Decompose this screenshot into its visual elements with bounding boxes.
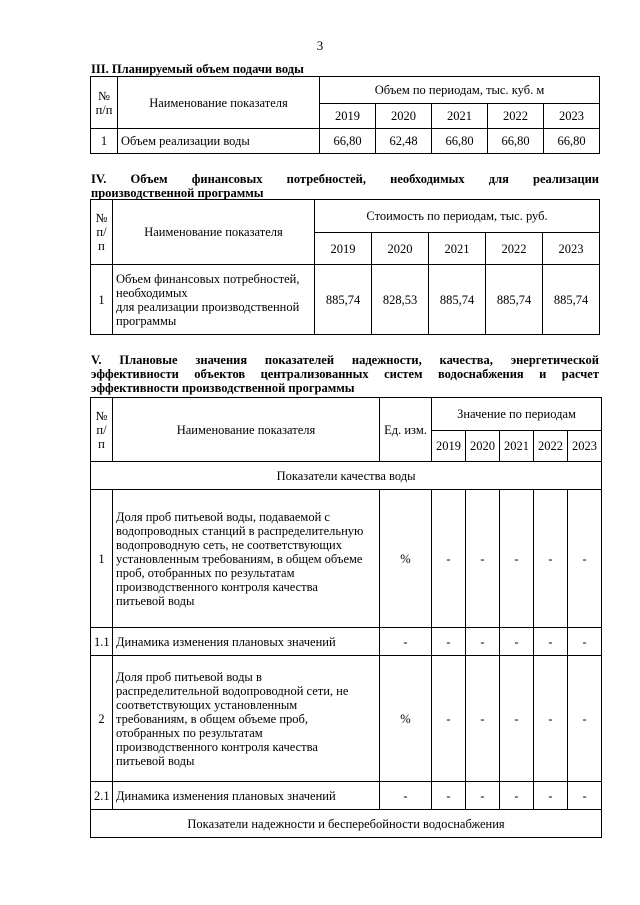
year-header: 2019 xyxy=(432,431,466,462)
row-num: 1 xyxy=(91,129,118,154)
row-value: - xyxy=(432,656,466,782)
row-name-line: водопроводных станций в распределительную xyxy=(116,523,364,538)
year-header: 2021 xyxy=(500,431,534,462)
col-num-header: № п/п xyxy=(91,200,113,265)
row-num: 1 xyxy=(91,490,113,628)
section-5-title-line: V. Плановые значения показателей надежности, качества, энергетической xyxy=(91,353,599,367)
row-name-line: установленным требованиям, в общем объеме xyxy=(116,551,363,566)
row-value: - xyxy=(568,628,602,656)
row-value: 66,80 xyxy=(544,129,600,154)
row-name xyxy=(113,265,315,335)
row-value: 885,74 xyxy=(429,265,486,335)
row-name-line: распределительной водопроводной сети, не xyxy=(116,683,349,698)
section-5-title-line: эффективности объектов централизованных систем водоснабжения и расчет xyxy=(91,367,599,381)
table-row xyxy=(91,782,602,810)
year-header: 2022 xyxy=(488,104,544,129)
col-group-header: Объем по периодам, тыс. куб. м xyxy=(320,77,600,104)
row-value: - xyxy=(500,782,534,810)
row-value: - xyxy=(432,628,466,656)
row-value: - xyxy=(534,782,568,810)
row-name-line: соответствующих установленным xyxy=(116,697,298,712)
table-water-supply xyxy=(90,76,600,154)
col-name-header: Наименование показателя xyxy=(113,398,380,462)
col-num-header: № п/п xyxy=(91,398,113,462)
section-5-title xyxy=(91,353,599,395)
row-value: - xyxy=(466,490,500,628)
row-unit: % xyxy=(380,656,432,782)
row-value: 66,80 xyxy=(432,129,488,154)
row-num: 2.1 xyxy=(91,782,113,810)
group-header-reliability: Показатели надежности и бесперебойности водоснабжения xyxy=(91,810,602,838)
year-header: 2021 xyxy=(432,104,488,129)
row-value: - xyxy=(568,656,602,782)
col-name-header: Наименование показателя xyxy=(113,200,315,265)
row-name-line: отобранных по результатам xyxy=(116,725,263,740)
col-unit-header: Ед. изм. xyxy=(380,398,432,462)
table-row xyxy=(91,656,602,782)
row-value: - xyxy=(534,490,568,628)
row-value: 885,74 xyxy=(486,265,543,335)
section-4-title-line: производственной программы xyxy=(91,186,264,200)
row-name-line: проб, отобранных по результатам xyxy=(116,565,295,580)
section-4-title-line: IV. Объем финансовых потребностей, необходимых для реализации xyxy=(91,172,599,186)
row-name: Объем реализации воды xyxy=(118,129,320,154)
row-value: - xyxy=(500,628,534,656)
row-name-line: водопроводную сеть, не соответствующих xyxy=(116,537,342,552)
year-header: 2022 xyxy=(486,233,543,265)
section-4-title xyxy=(91,172,599,200)
row-value: - xyxy=(534,628,568,656)
row-name-line: для реализации производственной xyxy=(116,299,300,314)
row-name-line: питьевой воды xyxy=(116,593,195,608)
row-name: Динамика изменения плановых значений xyxy=(113,782,380,810)
row-value: - xyxy=(500,490,534,628)
col-name-header: Наименование показателя xyxy=(118,77,320,129)
row-unit: - xyxy=(380,782,432,810)
row-name-line: питьевой воды xyxy=(116,753,195,768)
row-num: 2 xyxy=(91,656,113,782)
row-name-line: требованиям, в общем объеме проб, xyxy=(116,711,309,726)
year-header: 2023 xyxy=(568,431,602,462)
row-name-line: программы xyxy=(116,313,177,328)
row-value: - xyxy=(568,782,602,810)
col-num-header: № п/п xyxy=(91,77,118,129)
col-group-header: Значение по периодам xyxy=(432,398,602,431)
row-value: - xyxy=(432,782,466,810)
row-name-line: производственного контроля качества xyxy=(116,579,318,594)
year-header: 2020 xyxy=(376,104,432,129)
row-name xyxy=(113,490,380,628)
table-row xyxy=(91,628,602,656)
row-name-line: Доля проб питьевой воды, подаваемой с xyxy=(116,509,330,524)
section-5-title-line: эффективности производственной программы xyxy=(91,381,355,395)
row-value: 885,74 xyxy=(543,265,600,335)
row-value: - xyxy=(500,656,534,782)
page-number: 3 xyxy=(316,38,324,53)
row-name: Динамика изменения плановых значений xyxy=(113,628,380,656)
year-header: 2019 xyxy=(320,104,376,129)
row-value: - xyxy=(432,490,466,628)
section-3-title: III. Планируемый объем подачи воды xyxy=(91,62,304,76)
row-name-line: Объем финансовых потребностей, xyxy=(116,271,300,286)
row-unit: % xyxy=(380,490,432,628)
row-num: 1.1 xyxy=(91,628,113,656)
row-num: 1 xyxy=(91,265,113,335)
row-value: - xyxy=(466,656,500,782)
table-row xyxy=(91,490,602,628)
table-financial-needs xyxy=(90,199,600,335)
table-row xyxy=(91,265,600,335)
row-value: 62,48 xyxy=(376,129,432,154)
year-header: 2020 xyxy=(372,233,429,265)
row-value: 66,80 xyxy=(488,129,544,154)
year-header: 2023 xyxy=(543,233,600,265)
year-header: 2022 xyxy=(534,431,568,462)
year-header: 2020 xyxy=(466,431,500,462)
row-name-line: необходимых xyxy=(116,285,188,300)
row-name-line: производственного контроля качества xyxy=(116,739,318,754)
row-value: - xyxy=(466,628,500,656)
col-group-header: Стоимость по периодам, тыс. руб. xyxy=(315,200,600,233)
row-name-line: Доля проб питьевой воды в xyxy=(116,669,262,684)
row-value: 885,74 xyxy=(315,265,372,335)
year-header: 2019 xyxy=(315,233,372,265)
row-value: 66,80 xyxy=(320,129,376,154)
row-value: - xyxy=(466,782,500,810)
row-value: - xyxy=(568,490,602,628)
year-header: 2021 xyxy=(429,233,486,265)
row-unit: - xyxy=(380,628,432,656)
row-value: 828,53 xyxy=(372,265,429,335)
group-header-quality: Показатели качества воды xyxy=(91,462,602,490)
row-name xyxy=(113,656,380,782)
row-value: - xyxy=(534,656,568,782)
year-header: 2023 xyxy=(544,104,600,129)
table-quality-indicators xyxy=(90,397,602,838)
table-row xyxy=(91,129,600,154)
